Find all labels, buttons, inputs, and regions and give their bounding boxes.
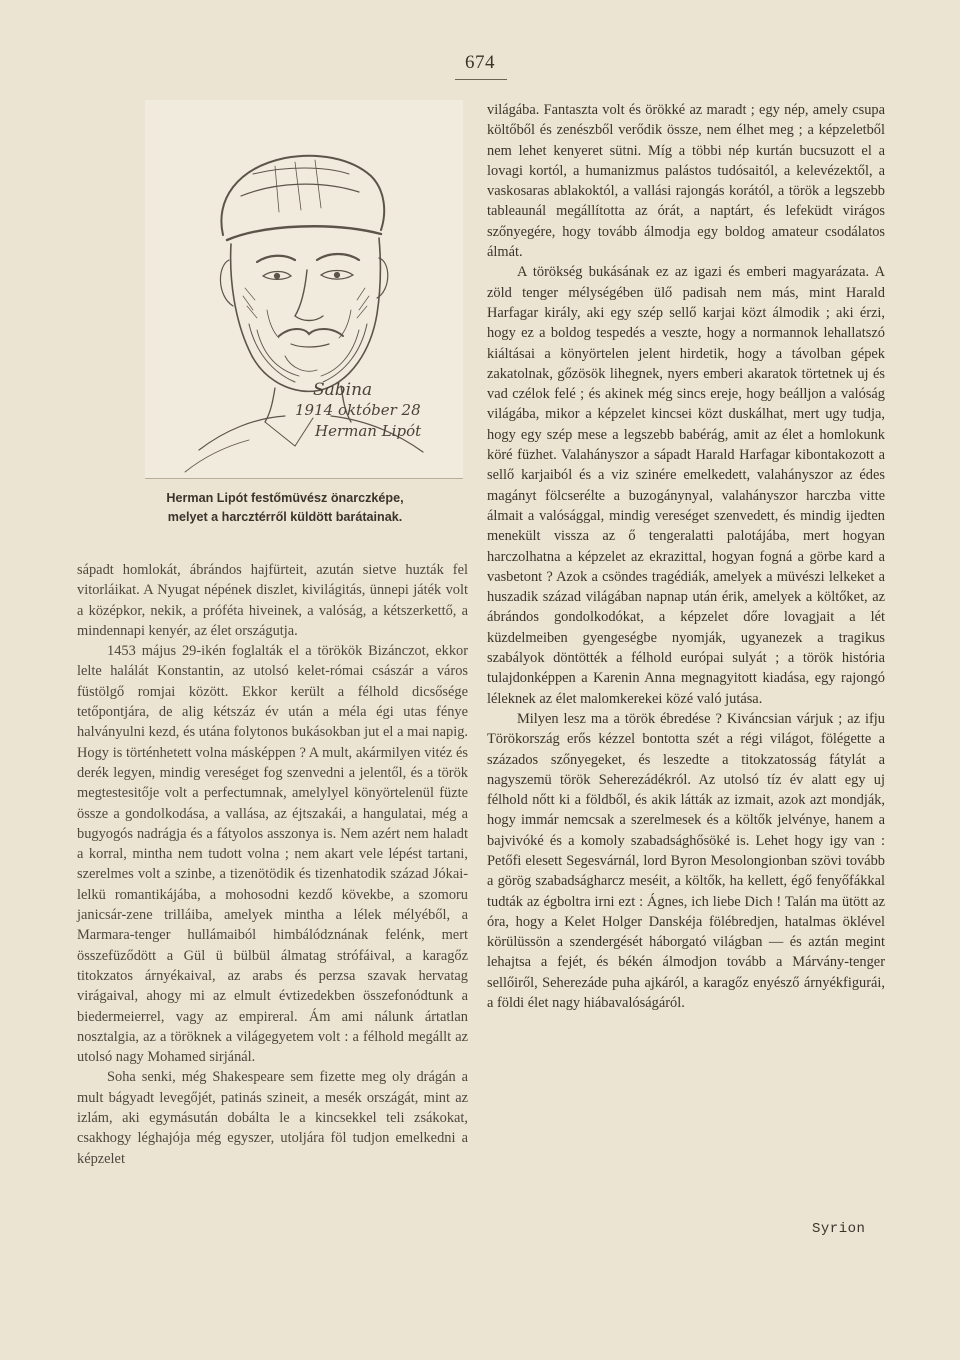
portrait-inscription-line2: 1914 október 28 <box>295 401 421 419</box>
left-paragraph-1: sápadt homlokát, ábrándos hajfürteit, azután sietve huzták fel vitorláikat. A Nyugat népének diszlet, kivilágitás, ünnepi játék volt a középkor, nekik, a próféta hiveinek, a valóság, a kétszerkettő, a mindennapi kenyér, az élet országutja. <box>77 562 468 639</box>
left-text-column <box>77 560 468 1169</box>
portrait-inscription-line1: Sabina <box>313 380 373 400</box>
self-portrait-sketch <box>145 100 463 479</box>
portrait-inscription-line3: Herman Lipót <box>315 422 422 440</box>
page-number: 674 <box>465 52 495 73</box>
portrait-caption <box>120 489 450 527</box>
right-text-column <box>487 100 885 1013</box>
right-paragraph-2: A törökség bukásának ez az igazi és emberi magyarázata. A zöld tenger mélységében ülő padisah nem más, mint Harald Harfagar király, aki egy szép sellő karjai közt álmodik ; aki érzi, hogy ez a boldog tespedés a veszte, hogy a normannok lehallatszó kiáltásai a könyörtelen jelent hirdetik, hogy a távolban gépek zakatolnak, gőzösök lihegnek, nyers emberi akaratok törtetnek uj és vad czélok felé ; és akinek még sincs ereje, hogy beálljon a valóság világába, mikor a képzelet kincsei közt duskálhat, mert ugy tudja, hogy egy szép mese a legszebb babérág, amit az élet a homlokunk köré füzhet. Valahányszor a sápadt Harald Harfagar kibontakozott a sellő karjaiból és a viz szinére emelkedett, valahányszor az édes magányt fölcserélte a buzogánynyal, valahányszor harczba vitte álmait a valósággal, mindig vereséget szenvedett, és mindig ijedten menekült vissza az ő tengeralatti palotájába, mert hogyan harczolhatna a képzelet az ekrazittal, hogyan fogná a görbe kard a vasbetont ? Azok a csöndes tragédiák, amelyek a müvészi lelkeket a huszadik század világában napnap után érik, amelyek a költőket, az ábrándos gondolkodókat, a képzelet dőre lovagjait a lét küzdelmeiben gyengeségbe nyomják, ugyanezek a tragikus szabályok döntötték a félhold európai sulyát ; a török história tulajdonképpen a Karenin Anna megnagyitott kiadása, egy rajongó léleknek az élet malomkerekei közé való jutása. <box>487 264 885 707</box>
author-signature: Syrion <box>812 1221 866 1237</box>
left-paragraph-2: 1453 május 29-ikén foglalták el a törökök Bizánczot, ekkor lelte halálát Konstantin, az utolsó kelet-római császár a város füstölgő romjai között. Ekkor került a félhold dicsősége tetőpontjára, de alig kétszáz év után a méla égi utas fénye halványulni kezd, és utána folytonos bukásokban jut el a mai napig. Hogy is történhetett volna másképpen ? A mult, akármilyen vitéz és derék legyen, mindig vereséget fog szenvedni a jelentől, és a török megtestesitője volt a perfectumnak, amelylyel könyörtelenül füzte össze a gondolkodása, a vallása, az éjtszakái, a hangulatai, még a bugyogós nadrágja és a fátyolos asszonya is. Nem azért nem haladt a korral, mintha nem tudott volna ; nem akart vele lépést tartani, szerelmes volt a szinbe, a tizenötödik és tizenhatodik század Jókai-lelkü romantikájába, a mohosodni kezdő kövekbe, a szomoru janicsár-zene trilláiba, amelyek mintha a lélek mélyéből, a Marmara-tenger hullámaiból himbálódznának felénk, mert összefüződött a Gül ü bülbül álmatag strófáival, a karagőz titokzatos árnyékaival, az arabs és perzsa szavak hervatag virágaival, ahogy mi az elmult évtizedekben összefonódtunk a biedermeierrel, vagy az empireral. Ám ami nálunk ártatlan nosztalgia, az a töröknek a világegyetem volt : a félhold megállt az utolsó nagy Mohamed sirjánál. <box>77 643 468 1066</box>
page-number-rule <box>455 79 507 80</box>
caption-line-2: melyet a harcztérről küldött barátainak. <box>167 510 403 524</box>
right-paragraph-3: Milyen lesz ma a török ébredése ? Kiváncsian várjuk ; az ifju Törökország erős kézzel bontotta szét a régi világot, fölégette a százados szőnyegeket, és leszedte a titokzatosság fátylát a nagyszemü török Seherezádékról. Az utolsó tíz év alatt egy uj félhold nőtt ki a földből, és akik látták az izmait, azok azt mondják, hogy immár nemcsak a szerelmesek és a költők jelvénye, hanem a bajvivóké és a komoly szabadsághősöké is. Lehet hogy igy van : Petőfi elesett Segesvárnál, lord Byron Mesolongionban szövi tovább a görög szabadságharcz meséit, a költők, ha kellett, égő fenyőfákkal tudták az égboltra irni ezt : Ágnes, ich liebe Dich ! Talán ma ütött az óra, hogy a Kelet Holger Danskéja fölébredjen, hatalmas öklével körülüssön a szendergését háborgató világban — és aztán megint lehajtsa a fejét, és békén álmodjon tovább a Márvány-tenger sellőiről, Seherezáde puha ajkáról, a karagőz enyésző árnyékfigurái, a földi élet nagy hiábavalóságáról. <box>487 710 885 1012</box>
portrait-drawing <box>145 100 463 478</box>
left-paragraph-3: Soha senki, még Shakespeare sem fizette meg oly drágán a mult bágyadt levegőjét, patinás szineit, a mesék országát, mint az izlám, aki egymásután dobálta le a kincsekkel teli zsákokat, csakhogy léghajója még egyszer, utoljára föl tudjon emelkedni a képzelet <box>77 1069 468 1167</box>
caption-line-1: Herman Lipót festőmüvész önarczképe, <box>166 491 404 505</box>
right-paragraph-1: világába. Fantaszta volt és örökké az maradt ; egy nép, amely csupa költőből és zenészből verődik össze, nem élhet meg ; a képzeletből nem lehet kenyeret sütni. Míg a többi nép kurtán bucsuzott el a lovagi kortól, a humanizmus palástos tudósaitól, a kelevézektől, a vaskosaras ablakoktól, a vallási rajongás korától, a török a legszebb tableaunál megállította az órát, a naptárt, és lefeküdt virágos szőnyegére, hogy tovább álmodja egy boldog amateur csodálatos álmát. <box>487 102 885 261</box>
